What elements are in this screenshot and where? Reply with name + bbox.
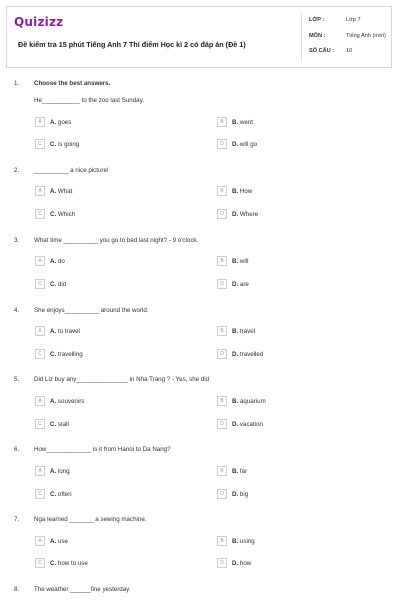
question-number: 3.: [14, 237, 20, 244]
option-text: souvenirs: [57, 397, 85, 405]
meta-count-value: 10: [346, 48, 353, 54]
option-prefix: C.: [50, 210, 57, 218]
option-letter-box: B: [217, 256, 227, 266]
question-number: 2.: [14, 167, 20, 174]
option-text: went: [239, 118, 253, 126]
option-letter-box: C: [35, 349, 45, 359]
option-letter-box: C: [35, 489, 45, 499]
meta-count-label: SỐ CÂU :: [309, 48, 335, 54]
option-text: far: [239, 467, 248, 475]
option-prefix: A.: [50, 187, 57, 195]
option-prefix: B.: [232, 327, 239, 335]
option-letter-box: A: [35, 256, 45, 266]
option-prefix: D.: [232, 559, 239, 567]
option-text: Where: [239, 210, 259, 218]
option-text: aquarium: [239, 397, 266, 405]
question-text: Did Liz buy any_______________ in Nha Trang ? - Yes, she did: [34, 376, 210, 383]
option-prefix: D.: [232, 210, 239, 218]
option-prefix: B.: [232, 257, 239, 265]
option-letter-box: D: [217, 279, 227, 289]
option-prefix: C.: [50, 559, 57, 567]
option-prefix: B.: [232, 467, 239, 475]
option-letter-box: D: [217, 489, 227, 499]
option-text: are: [239, 280, 249, 288]
question-text: __________ a nice picture!: [34, 167, 109, 174]
question-number: 7.: [14, 516, 20, 523]
meta-subject-value: Tiếng Anh (mới): [346, 33, 386, 39]
option-text: How: [239, 187, 253, 195]
option-letter-box: C: [35, 279, 45, 289]
option-prefix: B.: [232, 397, 239, 405]
option-letter-box: C: [35, 419, 45, 429]
option-letter-box: B: [217, 396, 227, 406]
option-text: often: [57, 490, 72, 498]
option-letter-box: D: [217, 349, 227, 359]
option-letter-box: D: [217, 139, 227, 149]
option-text: to travel: [57, 327, 80, 335]
option-text: how to use: [57, 559, 88, 567]
option-text: use: [57, 537, 68, 545]
meta-class-label: LỚP :: [309, 17, 325, 23]
option-text: travelled: [239, 350, 264, 358]
question-instruction: Choose the best answers.: [34, 80, 111, 87]
option-prefix: A.: [50, 467, 57, 475]
option-letter-box: C: [35, 558, 45, 568]
option-text: did: [57, 280, 67, 288]
question-text: Nga learned _______ a sewing machine.: [34, 516, 147, 523]
question-text: She enjoys__________ around the world.: [34, 307, 149, 314]
option-text: will: [239, 257, 249, 265]
question-number: 1.: [14, 80, 20, 87]
quizizz-logo: Quizizz: [14, 15, 64, 29]
option-text: will go: [239, 140, 258, 148]
option-text: big: [239, 490, 249, 498]
option-text: What: [57, 187, 73, 195]
meta-subject-label: MÔN :: [309, 33, 326, 39]
option-text: vacation: [239, 420, 263, 428]
option-letter-box: B: [217, 326, 227, 336]
option-text: travel: [239, 327, 256, 335]
option-text: stall: [57, 420, 69, 428]
option-letter-box: A: [35, 117, 45, 127]
option-text: long: [57, 467, 70, 475]
option-letter-box: A: [35, 186, 45, 196]
option-prefix: C.: [50, 490, 57, 498]
option-prefix: D.: [232, 350, 239, 358]
option-letter-box: A: [35, 536, 45, 546]
question-number: 8.: [14, 586, 20, 593]
option-letter-box: B: [217, 536, 227, 546]
option-text: Which: [57, 210, 76, 218]
option-prefix: C.: [50, 350, 57, 358]
option-letter-box: B: [217, 466, 227, 476]
quiz-header: [6, 6, 392, 68]
header-divider: [301, 13, 302, 62]
option-letter-box: A: [35, 326, 45, 336]
question-number: 5.: [14, 376, 20, 383]
option-letter-box: C: [35, 139, 45, 149]
option-prefix: A.: [50, 257, 57, 265]
option-letter-box: B: [217, 117, 227, 127]
option-prefix: C.: [50, 420, 57, 428]
option-text: how: [239, 559, 252, 567]
option-letter-box: D: [217, 558, 227, 568]
meta-class-value: Lớp 7: [346, 17, 361, 23]
question-text: He___________ to the zoo last Sunday.: [34, 97, 144, 104]
option-letter-box: A: [35, 396, 45, 406]
question-text: How_____________ is it from Hanoi to Da Nang?: [34, 446, 171, 453]
option-prefix: C.: [50, 140, 57, 148]
option-text: is going: [57, 140, 80, 148]
option-prefix: A.: [50, 327, 57, 335]
option-prefix: B.: [232, 187, 239, 195]
question-text: The weather ______fine yesterday.: [34, 586, 131, 593]
option-letter-box: D: [217, 419, 227, 429]
option-prefix: D.: [232, 490, 239, 498]
option-letter-box: C: [35, 209, 45, 219]
option-prefix: C.: [50, 280, 57, 288]
option-prefix: A.: [50, 118, 57, 126]
option-letter-box: D: [217, 209, 227, 219]
option-prefix: B.: [232, 118, 239, 126]
question-text: What time __________ you go to bed last night? - 9 o'clock.: [34, 237, 199, 244]
option-text: goes: [57, 118, 72, 126]
option-text: travelling: [57, 350, 83, 358]
option-text: do: [57, 257, 65, 265]
question-number: 4.: [14, 307, 20, 314]
option-prefix: D.: [232, 280, 239, 288]
option-prefix: A.: [50, 397, 57, 405]
option-prefix: B.: [232, 537, 239, 545]
question-number: 6.: [14, 446, 20, 453]
option-text: using: [239, 537, 255, 545]
quiz-title: Đề kiểm tra 15 phút Tiếng Anh 7 Thí điểm Học kì 2 có đáp án (Đề 1): [18, 40, 246, 49]
option-letter-box: A: [35, 466, 45, 476]
option-prefix: D.: [232, 140, 239, 148]
option-prefix: D.: [232, 420, 239, 428]
option-letter-box: B: [217, 186, 227, 196]
option-prefix: A.: [50, 537, 57, 545]
